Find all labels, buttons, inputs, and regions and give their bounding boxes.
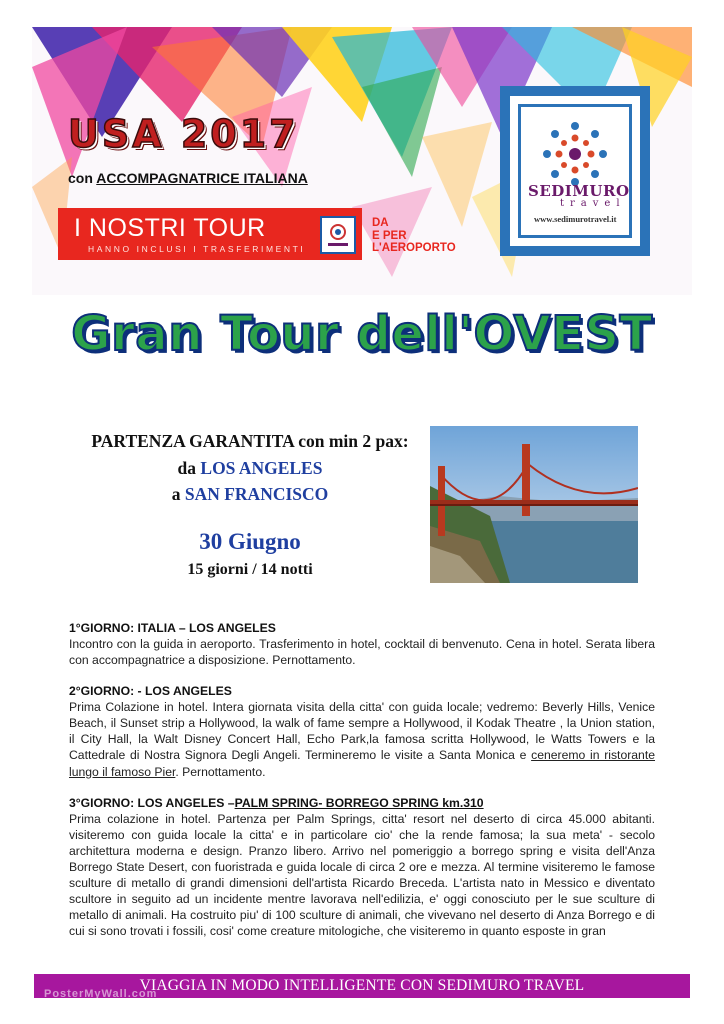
day-text-part: Prima Colazione in hotel. Intera giornata visita della citta' con guida locale; vedremo: Beverly Hills, Venice Beach, il Sunset strip a Hollywood, la walk of fame sempre a Hollywood, il Kodak Theatre , la Union station, il City Hall, la Walt Disney Concert Hall, Echo Park,la famosa scritta Hollywood, le Watts Towers e la Cattedrale di Nostra Signora Degli Angeli. Termineremo le visite a Santa Monica e <box>69 700 655 763</box>
day-title-underlined: PALM SPRING- BORREGO SPRING km.310 <box>234 795 484 810</box>
day-text: Incontro con la guida in aeroporto. Trasferimento in hotel, cocktail di benvenuto. Cena in hotel. Serata libera con accompagnatrice a disposizione. Pernottamento. <box>69 637 655 668</box>
golden-gate-photo <box>430 426 638 583</box>
main-title: Gran Tour dell'OVEST <box>71 306 653 362</box>
brand-url: www.sedimurotravel.it <box>534 214 617 224</box>
sedimuro-logo-frame <box>500 86 650 256</box>
departure-date: 30 Giugno <box>199 529 301 554</box>
tour-banner <box>58 208 362 260</box>
mini-logo-icon <box>320 216 356 254</box>
day-2 <box>69 683 655 779</box>
departure-block <box>60 428 440 583</box>
watermark: PosterMyWall.com <box>44 988 158 1000</box>
transfer-note <box>372 217 456 255</box>
from-prefix: da <box>177 458 197 478</box>
tour-banner-sub: HANNO INCLUSI I TRASFERIMENTI <box>88 244 306 254</box>
itinerary <box>69 620 655 954</box>
tour-banner-main: I NOSTRI TOUR <box>74 214 266 242</box>
escort-line <box>68 170 308 186</box>
departure-from <box>60 455 440 481</box>
brand-sub: travel <box>560 198 626 209</box>
transfer-line: E PER <box>372 229 407 242</box>
transfer-line: DA <box>372 217 389 229</box>
day-text <box>69 699 655 779</box>
day-text-underlined: ceneremo in ristorante lungo il famoso Pier <box>69 748 656 779</box>
tour-duration: 15 giorni / 14 notti <box>187 561 313 578</box>
day-1 <box>69 620 655 668</box>
day-title <box>69 795 655 811</box>
day-title: 1°GIORNO: ITALIA – LOS ANGELES <box>69 621 276 635</box>
escort-text: ACCOMPAGNATRICE ITALIANA <box>96 170 308 186</box>
day-title-part: 3°GIORNO: LOS ANGELES – <box>69 795 235 810</box>
departure-to <box>60 481 440 507</box>
from-city: LOS ANGELES <box>200 458 323 478</box>
day-title: 2°GIORNO: - LOS ANGELES <box>69 684 232 699</box>
day-text-part: . Pernottamento. <box>175 764 266 779</box>
escort-prefix: con <box>68 170 93 186</box>
day-text: Prima colazione in hotel. Partenza per Palm Springs, citta' resort nel deserto di circa 45.000 abitanti. visiteremo con guida locale la citta' e in particolare cio' che la rende famosa; la sua meta' - secolo architettura moderna e design. Pranzo libero. Arrivo nel pomeriggio a borrego spring e visita dell'Anza Borrego State Desert, con fuoristrada e guida locale di circa 2 ore e mezza. Al termine visiteremo le famose sculture di metallo di grandi dimensioni dell'artista Ricardo Breceda. L'artista nato in Messico e diventato scultore in seguito ad un incidente mentre lavorava nell'edilizia, e' oggi conosciuto per le sue sculture di metallo di animali. Ha costruito piu' di 100 sculture di animali, che vivevano nel deserto di Anza Borrego e di cui si sono trovati i fossili, cosi' come creature mitologiche, che visiteremo in quanto esposte in gran <box>69 811 655 939</box>
brand-name: SEDIMURO <box>528 182 630 200</box>
transfer-line: L'AEROPORTO <box>372 242 456 254</box>
to-city: SAN FRANCISCO <box>184 484 329 504</box>
usa-2017-title: USA 2017 <box>68 112 299 156</box>
day-3 <box>69 795 655 940</box>
departure-guarantee: PARTENZA GARANTITA con min 2 pax: <box>91 431 409 451</box>
to-prefix: a <box>171 484 181 504</box>
footer-text: VIAGGIA IN MODO INTELLIGENTE CON SEDIMURO TRAVEL <box>139 977 585 994</box>
